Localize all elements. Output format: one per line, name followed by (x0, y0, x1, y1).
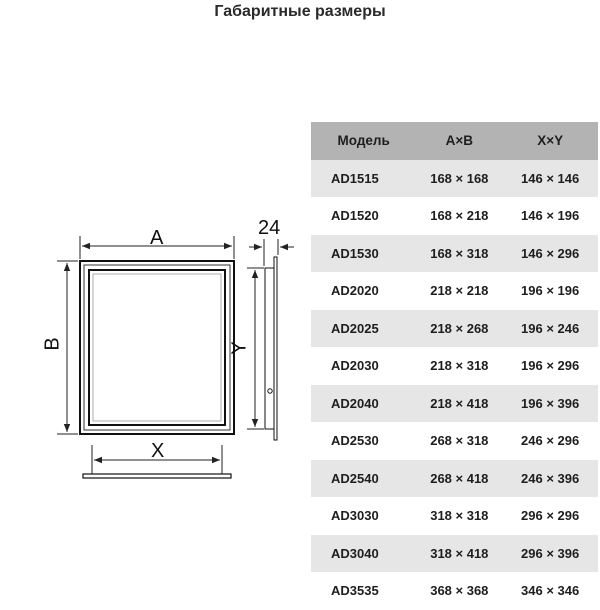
ab-cell: 168 × 218 (430, 208, 489, 224)
table-row (311, 460, 598, 498)
column-header-model: Модель (311, 122, 416, 160)
side-body (265, 268, 274, 429)
model-cell: AD1530 (311, 235, 416, 273)
ab-cell: 218 × 268 (416, 310, 502, 348)
table-row (311, 310, 598, 348)
model-cell: AD2530 (331, 433, 379, 449)
xy-cell: 196 × 296 (521, 358, 580, 374)
xy-cell: 346 × 346 (521, 583, 580, 599)
model-cell: AD2040 (311, 385, 416, 423)
label-x: X (151, 440, 165, 462)
model-cell: AD2020 (331, 283, 379, 299)
lock-icon (268, 389, 272, 393)
door-panel (89, 270, 225, 425)
table-row (311, 422, 598, 460)
table-row (311, 347, 598, 385)
xy-cell: 196 × 246 (502, 310, 598, 348)
xy-cell: 246 × 296 (521, 433, 580, 449)
table-row (311, 572, 598, 610)
xy-cell: 146 × 296 (502, 235, 598, 273)
model-cell: AD3535 (331, 583, 379, 599)
table-row (311, 197, 598, 235)
dimensions-table (311, 122, 598, 610)
xy-cell: 196 × 396 (502, 385, 598, 423)
label-depth: 24 (258, 217, 281, 239)
dimension-depth (249, 239, 294, 266)
ab-cell: 318 × 418 (416, 535, 502, 573)
model-cell: AD3030 (331, 508, 379, 524)
xy-cell: 196 × 196 (521, 283, 580, 299)
table-row (311, 535, 598, 573)
label-y: Y (228, 341, 251, 355)
xy-cell: 246 × 396 (502, 460, 598, 498)
table-header-row (311, 122, 598, 160)
ab-cell: 218 × 418 (416, 385, 502, 423)
label-b: B (41, 337, 64, 351)
ab-cell: 318 × 318 (430, 508, 489, 524)
model-cell: AD2025 (311, 310, 416, 348)
xy-cell: 146 × 146 (502, 160, 598, 198)
ab-cell: 218 × 218 (430, 283, 489, 299)
ab-cell: 268 × 418 (416, 460, 502, 498)
ab-cell: 168 × 318 (416, 235, 502, 273)
table-row (311, 497, 598, 535)
ab-cell: 168 × 168 (416, 160, 502, 198)
table-row (311, 272, 598, 310)
ab-cell: 368 × 368 (430, 583, 489, 599)
model-cell: AD3040 (311, 535, 416, 573)
table-row (311, 160, 598, 198)
side-view (265, 257, 277, 440)
column-header-xy: X×Y (502, 122, 598, 160)
page-title: Габаритные размеры (214, 3, 386, 20)
xy-cell: 296 × 396 (502, 535, 598, 573)
model-cell: AD2540 (311, 460, 416, 498)
model-cell: AD1515 (311, 160, 416, 198)
xy-cell: 146 × 196 (521, 208, 580, 224)
rear-box-bottom (83, 474, 231, 478)
table-row (311, 385, 598, 423)
model-cell: AD1520 (331, 208, 379, 224)
table-row (311, 235, 598, 273)
column-header-ab: A×B (416, 122, 502, 160)
label-a: A (150, 227, 164, 249)
ab-cell: 218 × 318 (430, 358, 489, 374)
model-cell: AD2030 (331, 358, 379, 374)
xy-cell: 296 × 296 (521, 508, 580, 524)
ab-cell: 268 × 318 (430, 433, 489, 449)
front-view (80, 261, 234, 434)
